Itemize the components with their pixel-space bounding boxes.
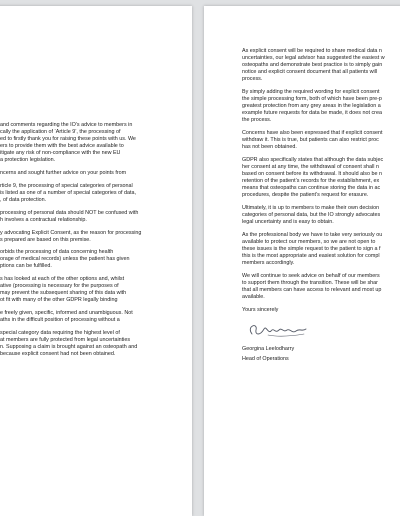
paragraph: s has looked at each of the other options and, whilst ative (processing is necessary for the purposes of may prevent the subsequent sharing of this data with ot fit with many of the other GDPR legally binding [0,276,127,304]
paragraph: As the professional body we have to take very seriously ou available to protect our members, so we are not open to these issues is the simple request to the patient to sign a f this is the most appropriate and easiest solution for compl members accordingly. [242,232,383,267]
paragraph: orbids the processing of data concerning health orage of medical records) unless the patient has given ptions can be fulfilled. [0,249,130,270]
right-page-body [242,48,400,369]
closing: Yours sincerely [242,307,279,314]
signatory-title: Head of Operations [242,355,289,362]
paragraph: As explicit consent will be required to share medical data n uncertainties, our legal advisor has suggested the easiest w osteopaths and demonstrate best practice is to simply gain notice and explicit consent document that all patients will process. [242,48,385,83]
document-page-left [0,6,192,516]
signatory-name: Georgina Leelodharry [242,345,295,352]
paragraph: and comments regarding the IO’s advice to members in cally the application of ‘Article 9’, the processing of ed to firstly thank you for raising these points with us. We ers to provide them with the best advice available to itigate any risk of non-compliance with the new EU a protection legislation. [0,122,136,164]
paragraph: special category data requiring the highest level of at members are fully protected from legal uncertainties n. Supposing a claim is brought against an osteopath and because explicit consent had not been obtained. [0,329,138,358]
paragraph: y advocating Explicit Consent, as the reason for processing s prepared are based on this premise. [0,229,142,243]
signature-scribble [244,320,314,342]
document-page-right [204,6,400,516]
left-page-body [0,122,180,364]
paragraph: Ultimately, it is up to members to make their own decision categories of personal data, but the IO strongly advocates legal uncertainty and is easy to obtain. [242,205,381,226]
paragraph: processing of personal data should NOT be confused with h involves a contractual relationship. [0,209,139,223]
paragraph: ncerns and sought further advice on your points from [0,170,127,177]
paragraph: e freely given, specific, informed and unambiguous. Not aths in the difficult position of processing without a [0,310,133,324]
handwritten-signature [242,320,400,342]
paragraph: GDPR also specifically states that although the data subjec her consent at any time, the withdrawal of consent shall n based on consent before its withdrawal. It should also be n retention of the patient’s records for the establishment, ex means that osteopaths can continue storing the data in ac procedures, despite the patient’s request for erasure. [242,157,384,199]
paragraph: By simply adding the required wording for explicit consent the simple processing form, both of which have been pre-p greatest protection from any grey areas in the legislation a example future requests for data be made, it does not crea the process. [242,89,382,124]
paragraph: We will continue to seek advice on behalf of our members to support them through the transition. These will be shar that all members can have access to relevant and most up available. [242,273,382,301]
paragraph: rticle 9, the processing of special categories of personal is listed as one of a number of special categories of data, , of data protection. [0,182,137,204]
paragraph: Concerns have also been expressed that if explicit consent withdraw it. This is true, but patients can also restrict proc has not been obtained. [242,130,383,151]
